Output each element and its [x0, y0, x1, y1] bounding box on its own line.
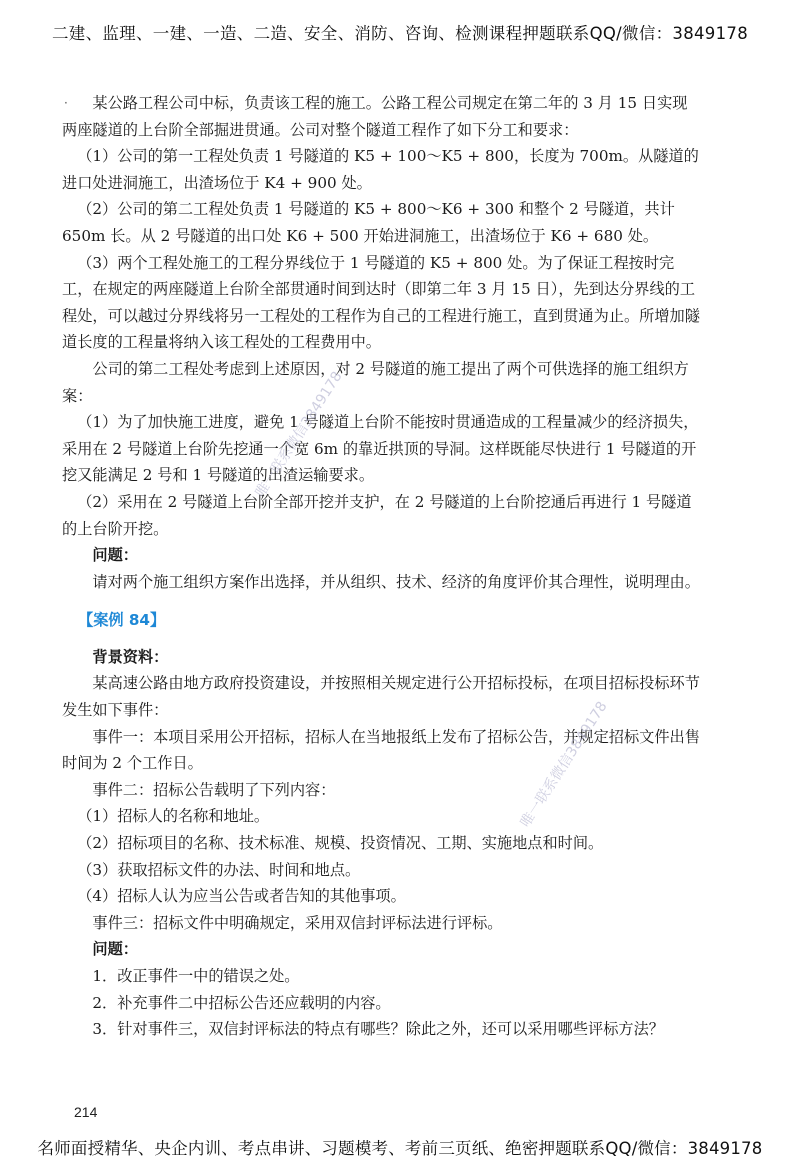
event-2-item-3: （3）获取招标文件的办法、时间和地点。	[77, 860, 361, 879]
question-1: 请对两个施工组织方案作出选择，并从组织、技术、经济的角度评价其合理性，说明理由。	[92, 572, 700, 591]
case-question-label: 问题：	[92, 940, 138, 959]
case-question-3: 3．针对事件三，双信封评标法的特点有哪些？除此之外，还可以采用哪些评标方法？	[92, 1020, 664, 1039]
intro-paragraph-4: （3）两个工程处施工的工程分界线位于 1 号隧道的 K5 + 800 处。为了保证工程按时完工，在规定的两座隧道上台阶全部贯通时间到达时（即第二年 3 月 15 日），先到达分界线的工程处，可以越过分界线将另一工程处的工程作为自己的工程进行施工，直到贯通为止。所增加隧道长度的工程量将纳入该工程处的工程费用中。	[62, 253, 700, 352]
background-label: 背景资料：	[92, 647, 169, 666]
watermark-1: 唯一联系微信3849178	[252, 368, 346, 501]
case-paragraph-1: 某高速公路由地方政府投资建设，并按照相关规定进行公开招标投标，在项目招标投标环节发生如下事件：	[62, 674, 700, 720]
intro-paragraph-5: 公司的第二工程处考虑到上述原因，对 2 号隧道的施工提出了两个可供选择的施工组织方案：	[62, 359, 689, 405]
event-2-item-1: （1）招标人的名称和地址。	[77, 807, 270, 826]
page-number: 214	[74, 1104, 98, 1120]
document-body	[62, 90, 702, 1043]
event-2: 事件二：招标公告载明了下列内容：	[92, 780, 336, 799]
intro-paragraph-7: （2）采用在 2 号隧道上台阶全部开挖并支护，在 2 号隧道的上台阶挖通后再进行 1 号隧道的上台阶开挖。	[62, 492, 692, 538]
intro-paragraph-1: 某公路工程公司中标，负责该工程的施工。公路工程公司规定在第二年的 3 月 15 日实现两座隧道的上台阶全部掘进贯通。公司对整个隧道工程作了如下分工和要求：	[62, 94, 688, 139]
event-3: 事件三：招标文件中明确规定，采用双信封评标法进行评标。	[92, 913, 503, 932]
intro-paragraph-6: （1）为了加快施工进度，避免 1 号隧道上台阶不能按时贯通造成的工程量减少的经济损失，采用在 2 号隧道上台阶先挖通一个宽 6m 的靠近拱顶的导洞。这样既能尽快进行 1 号隧道的开挖又能满足 2 号和 1 号隧道的出渣运输要求。	[62, 413, 699, 485]
case-question-1: 1．改正事件一中的错误之处。	[92, 967, 300, 985]
intro-paragraph-2: （1）公司的第一工程处负责 1 号隧道的 K5 + 100～K5 + 800，长度为 700m。从隧道的进口处进洞施工，出渣场位于 K4 + 900 处。	[62, 147, 699, 192]
intro-paragraph-3: （2）公司的第二工程处负责 1 号隧道的 K5 + 800～K6 + 300 和整个 2 号隧道，共计 650m 长。从 2 号隧道的出口处 K6 + 500 开始进洞施工，出渣场位于 K6 + 680 处。	[62, 200, 675, 245]
page-footer: 名师面授精华、央企内训、考点串讲、习题模考、考前三页纸、绝密押题联系QQ/微信：3849178	[37, 1139, 763, 1158]
event-2-item-4: （4）招标人认为应当公告或者告知的其他事项。	[77, 887, 406, 906]
question-label: 问题：	[92, 546, 138, 565]
case-title: 【案例 84】	[78, 611, 166, 630]
page-header: 二建、监理、一建、一造、二造、安全、消防、咨询、检测课程押题联系QQ/微信：3849178	[51, 24, 749, 43]
event-1: 事件一：本项目采用公开招标，招标人在当地报纸上发布了招标公告，并规定招标文件出售时间为 2 个工作日。	[62, 727, 700, 773]
event-2-item-2: （2）招标项目的名称、技术标准、规模、投资情况、工期、实施地点和时间。	[77, 834, 604, 853]
watermark-2: 唯一联系微信3849178	[517, 698, 611, 831]
case-question-2: 2．补充事件二中招标公告还应载明的内容。	[92, 993, 391, 1012]
stray-dot: ·	[64, 96, 68, 110]
